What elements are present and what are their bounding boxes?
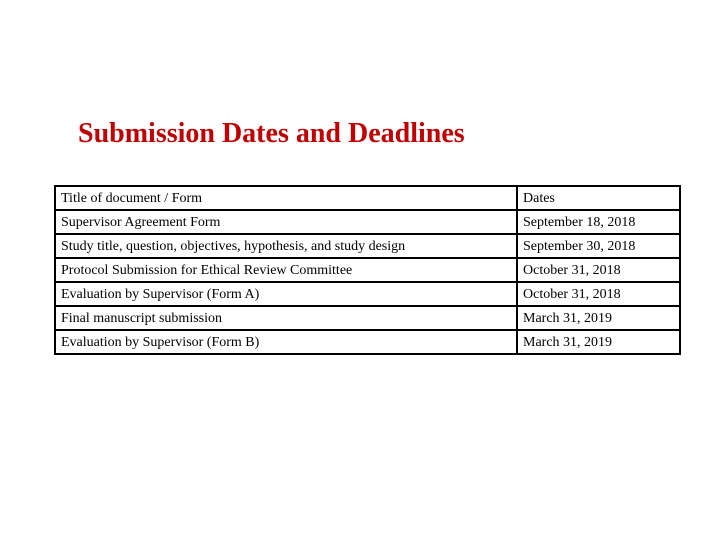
document-name-cell: Protocol Submission for Ethical Review Committee [55,258,517,282]
date-cell: September 30, 2018 [517,234,680,258]
table-row [55,234,680,258]
document-name-cell: Evaluation by Supervisor (Form A) [55,282,517,306]
table-header-row [55,186,680,210]
table-row [55,282,680,306]
table-row [55,210,680,234]
date-cell: March 31, 2019 [517,306,680,330]
table-row [55,330,680,354]
document-name-cell: Supervisor Agreement Form [55,210,517,234]
date-cell: March 31, 2019 [517,330,680,354]
deadlines-table [54,185,681,355]
date-cell: October 31, 2018 [517,282,680,306]
header-document-title: Title of document / Form [55,186,517,210]
table-row [55,306,680,330]
date-cell: September 18, 2018 [517,210,680,234]
document-name-cell: Evaluation by Supervisor (Form B) [55,330,517,354]
document-name-cell: Final manuscript submission [55,306,517,330]
header-dates: Dates [517,186,680,210]
page-title: Submission Dates and Deadlines [78,118,465,149]
date-cell: October 31, 2018 [517,258,680,282]
table-row [55,258,680,282]
document-name-cell: Study title, question, objectives, hypothesis, and study design [55,234,517,258]
